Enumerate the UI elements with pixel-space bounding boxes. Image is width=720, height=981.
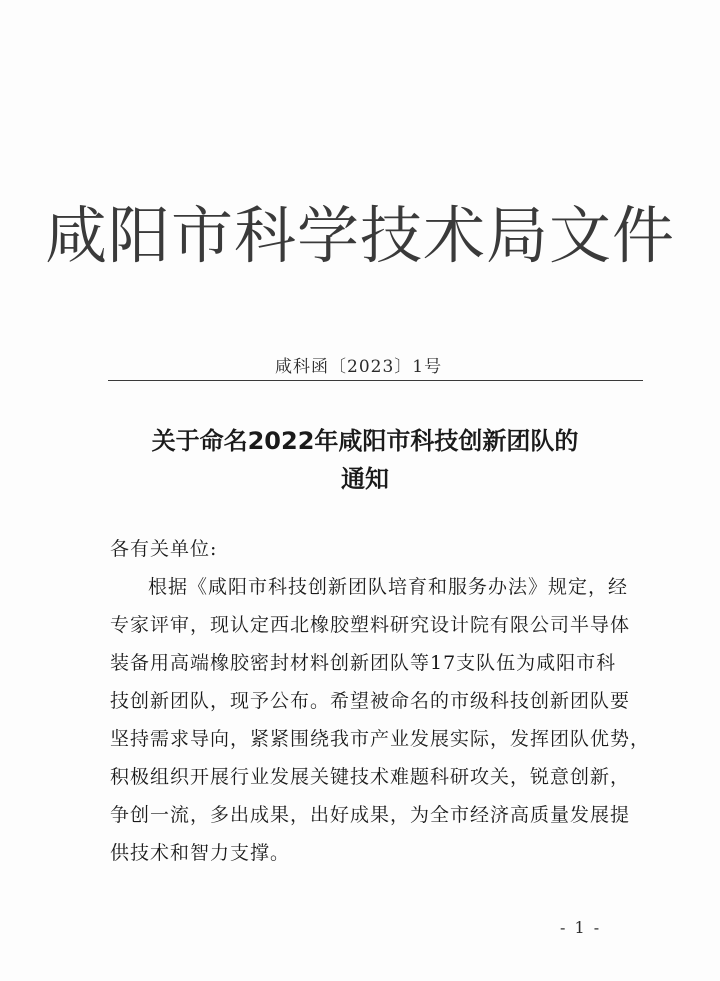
body-line: 坚持需求导向，紧紧围绕我市产业发展实际，发挥团队优势， bbox=[110, 728, 651, 750]
body-paragraph bbox=[110, 568, 651, 872]
body-line: 争创一流，多出成果，出好成果，为全市经济高质量发展提 bbox=[110, 804, 631, 826]
body-line: 装备用高端橡胶密封材料创新团队等17支队伍为咸阳市科 bbox=[110, 652, 617, 674]
page-number: - 1 - bbox=[560, 918, 602, 937]
notice-title-line-1: 关于命名2022年咸阳市科技创新团队的 bbox=[151, 427, 579, 455]
header-divider bbox=[108, 380, 643, 381]
notice-title-line-2: 通知 bbox=[341, 465, 389, 493]
body-line: 根据《咸阳市科技创新团队培育和服务办法》规定，经 bbox=[148, 576, 629, 598]
body-line: 供技术和智力支撑。 bbox=[110, 842, 291, 864]
salutation: 各有关单位: bbox=[110, 538, 218, 560]
document-header-title: 咸阳市科学技术局文件 bbox=[44, 199, 675, 272]
document-number: 咸科函〔2023〕1号 bbox=[275, 357, 443, 377]
notice-title bbox=[110, 422, 620, 498]
body-line: 专家评审，现认定西北橡胶塑料研究设计院有限公司半导体 bbox=[110, 614, 631, 636]
body-line: 技创新团队，现予公布。希望被命名的市级科技创新团队要 bbox=[110, 690, 631, 712]
body-line: 积极组织开展行业发展关键技术难题科研攻关，锐意创新， bbox=[110, 766, 631, 788]
